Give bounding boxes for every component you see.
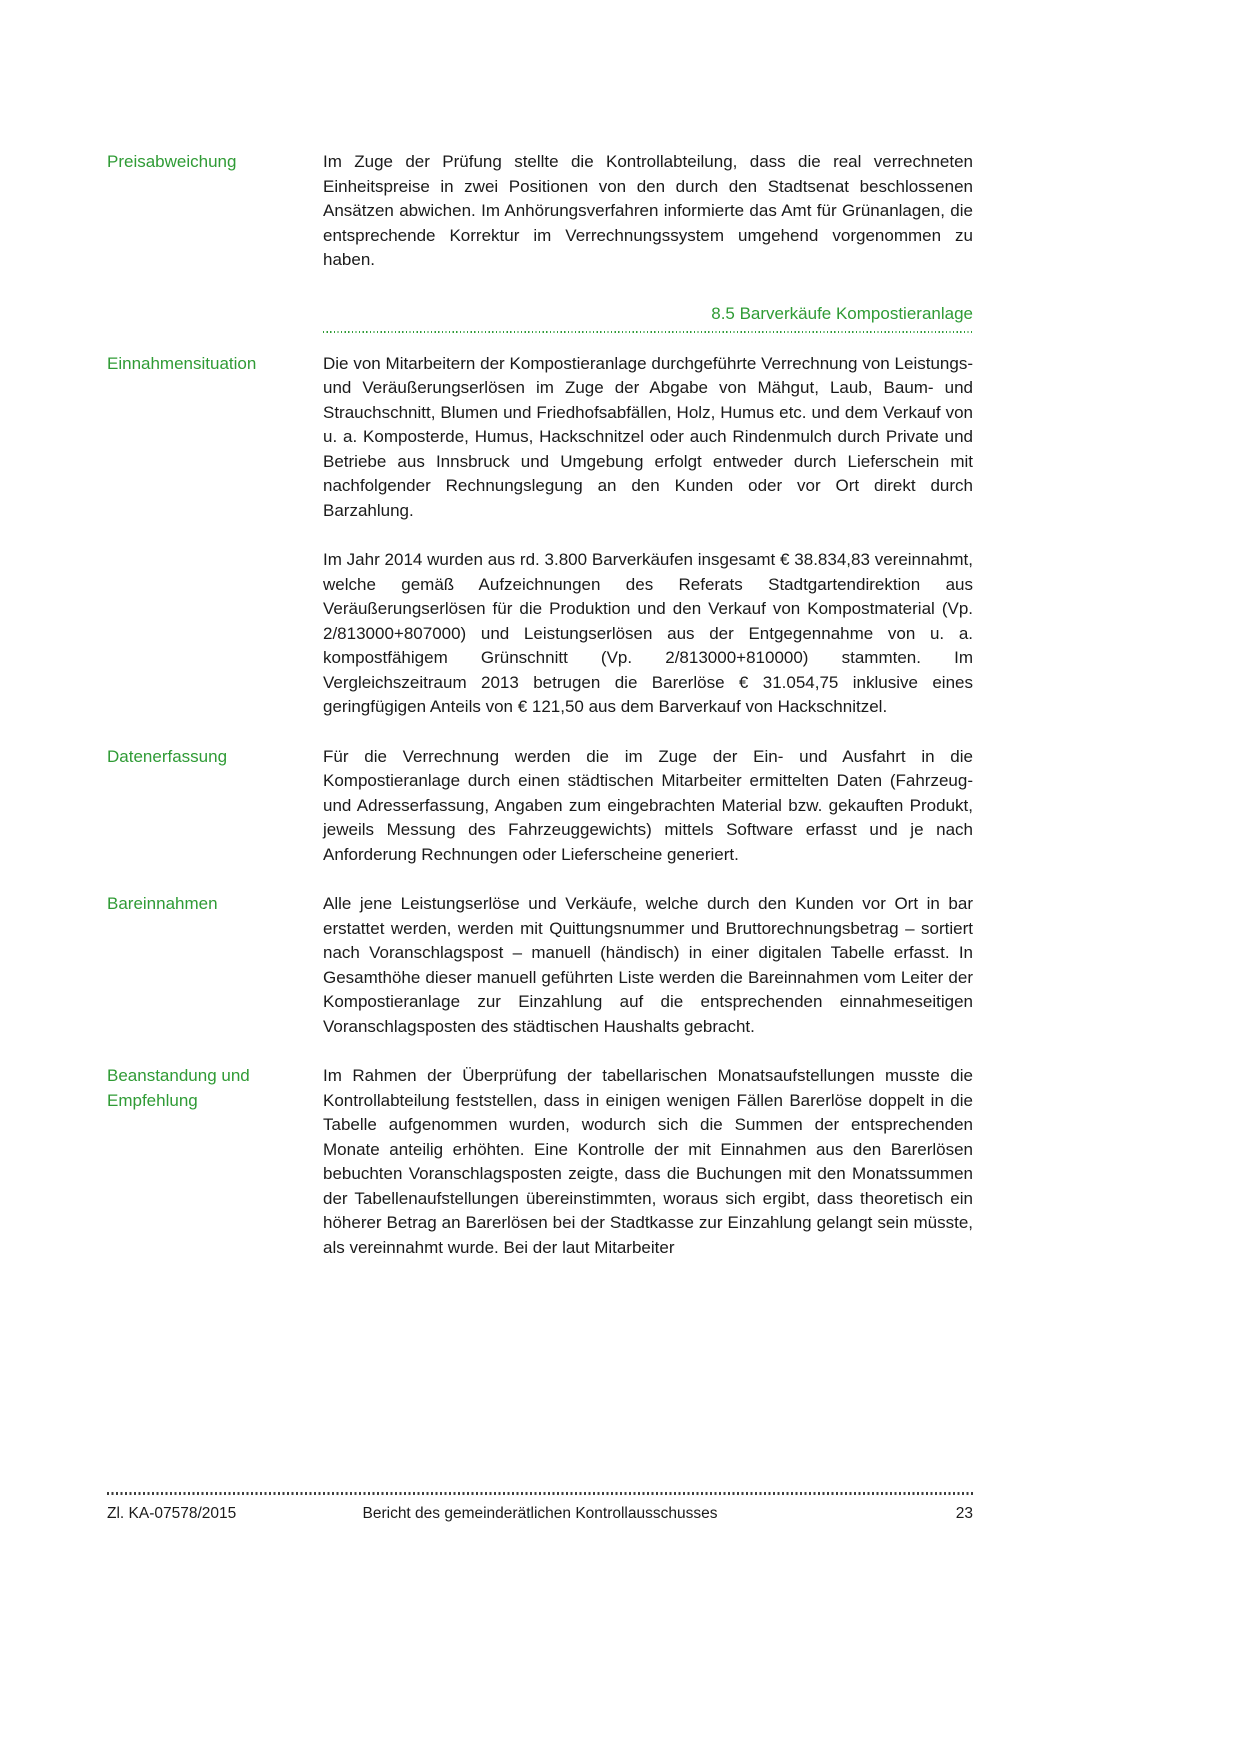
block-body [323,1064,973,1285]
footer-page-number: 23 [955,1504,973,1522]
footer-row [107,1505,973,1523]
footer-title: Bericht des gemeinderätlichen Kontrollausschusses [362,1504,718,1522]
margin-label: Einnahmensituation [107,353,257,373]
body-paragraph: Alle jene Leistungserlöse und Verkäufe, welche durch den Kunden vor Ort in bar erstattet werden, werden mit Quittungsnummer und Bruttorechnungsbetrag – sortiert nach Voranschlagspost – manuell (händisch) in einer digitalen Tabelle erfasst. In Gesamthöhe dieser manuell geführten Liste werden die Bareinnahmen vom Leiter der Kompostieranlage zur Einzahlung auf die entsprechenden einnahmeseitigen Voranschlagsposten des städtischen Haushalts gebracht. [323,894,973,1036]
section-heading-row [323,302,973,333]
body-paragraph: Im Rahmen der Überprüfung der tabellarischen Monatsaufstellungen musste die Kontrollabteilung feststellen, dass in einigen wenigen Fällen Barerlöse doppelt in die Tabelle aufgenommen wurden, wodurch sich die Summen der entsprechenden Monate anteilig erhöhten. Eine Kontrolle der mit Einnahmen aus den Barerlösen bebuchten Voranschlagsposten zeigte, dass die Buchungen mit den Monatssummen der Tabellenaufstellungen übereinstimmten, woraus sich ergibt, dass theoretisch ein höherer Betrag an Barerlösen bei der Stadtkasse zur Einzahlung gelangt sein müsste, als vereinnahmt wurde. Bei der laut Mitarbeiter [323,1066,973,1257]
content-block [107,892,973,1064]
margin-label: Preisabweichung [107,152,237,171]
body-paragraph: Im Jahr 2014 wurden aus rd. 3.800 Barverkäufen insgesamt € 38.834,83 vereinnahmt, welche gemäß Aufzeichnungen des Referats Stadtgartendirektion aus Veräußerungserlösen für die Produktion und den Verkauf von Kompostmaterial (Vp. 2/813000+807000) und Leistungserlösen aus der Entgegennahme von u. a. kompostfähigem Grünschnitt (Vp. 2/813000+810000) stammten. Im Vergleichszeitraum 2013 betrugen die Barerlöse € 31.054,75 inklusive eines geringfügigen Anteils von € 121,50 aus dem Barverkauf von Hackschnitzel. [323,550,973,716]
section-heading: 8.5 Barverkäufe Kompostieranlage [711,303,973,323]
body-paragraph: Im Zuge der Prüfung stellte die Kontrollabteilung, dass die real verrechneten Einheitspreise in zwei Positionen von den durch den Stadtsenat beschlossenen Ansätzen abwichen. Im Anhörungsverfahren informierte das Amt für Grünanlagen, die entsprechende Korrektur im Verrechnungssystem umgehend vorgenommen zu haben. [323,152,973,269]
margin-label: Datenerfassung [107,746,228,766]
body-paragraph: Für die Verrechnung werden die im Zuge der Ein- und Ausfahrt in die Kompostieranlage durch einen städtischen Mitarbeiter ermittelten Daten (Fahrzeug- und Adresserfassung, Angaben zum eingebrachten Material bzw. gekauften Produkt, jeweils Messung des Fahrzeuggewichts) mittels Software erfasst und je nach Anforderung Rechnungen oder Lieferscheine generiert. [323,746,973,864]
block-body [323,352,973,745]
content-block [107,745,973,893]
body-paragraph: Die von Mitarbeitern der Kompostieranlage durchgeführte Verrechnung von Leistungs- und Veräußerungserlösen im Zuge der Abgabe von Mähgut, Laub, Baum- und Strauchschnitt, Blumen und Friedhofsabfällen, Holz, Humus etc. und dem Verkauf von u. a. Komposterde, Humus, Hackschnitzel oder auch Rindenmulch durch Private und Betriebe aus Innsbruck und Umgebung erfolgt entweder durch Lieferschein mit nachfolgender Rechnungslegung an den Kunden oder vor Ort direkt durch Barzahlung. [323,353,973,520]
page-footer [107,1492,973,1523]
block-body [323,150,973,298]
content-block [107,1064,973,1285]
block-body [323,892,973,1064]
footer-divider [107,1492,973,1495]
margin-label: Bareinnahmen [107,894,218,913]
margin-label: Beanstandung und Empfehlung [107,1066,250,1110]
content-block [107,150,973,298]
content-block [107,352,973,745]
block-body [323,745,973,893]
section-divider [323,331,973,333]
footer-reference: Zl. KA-07578/2015 [107,1504,237,1522]
